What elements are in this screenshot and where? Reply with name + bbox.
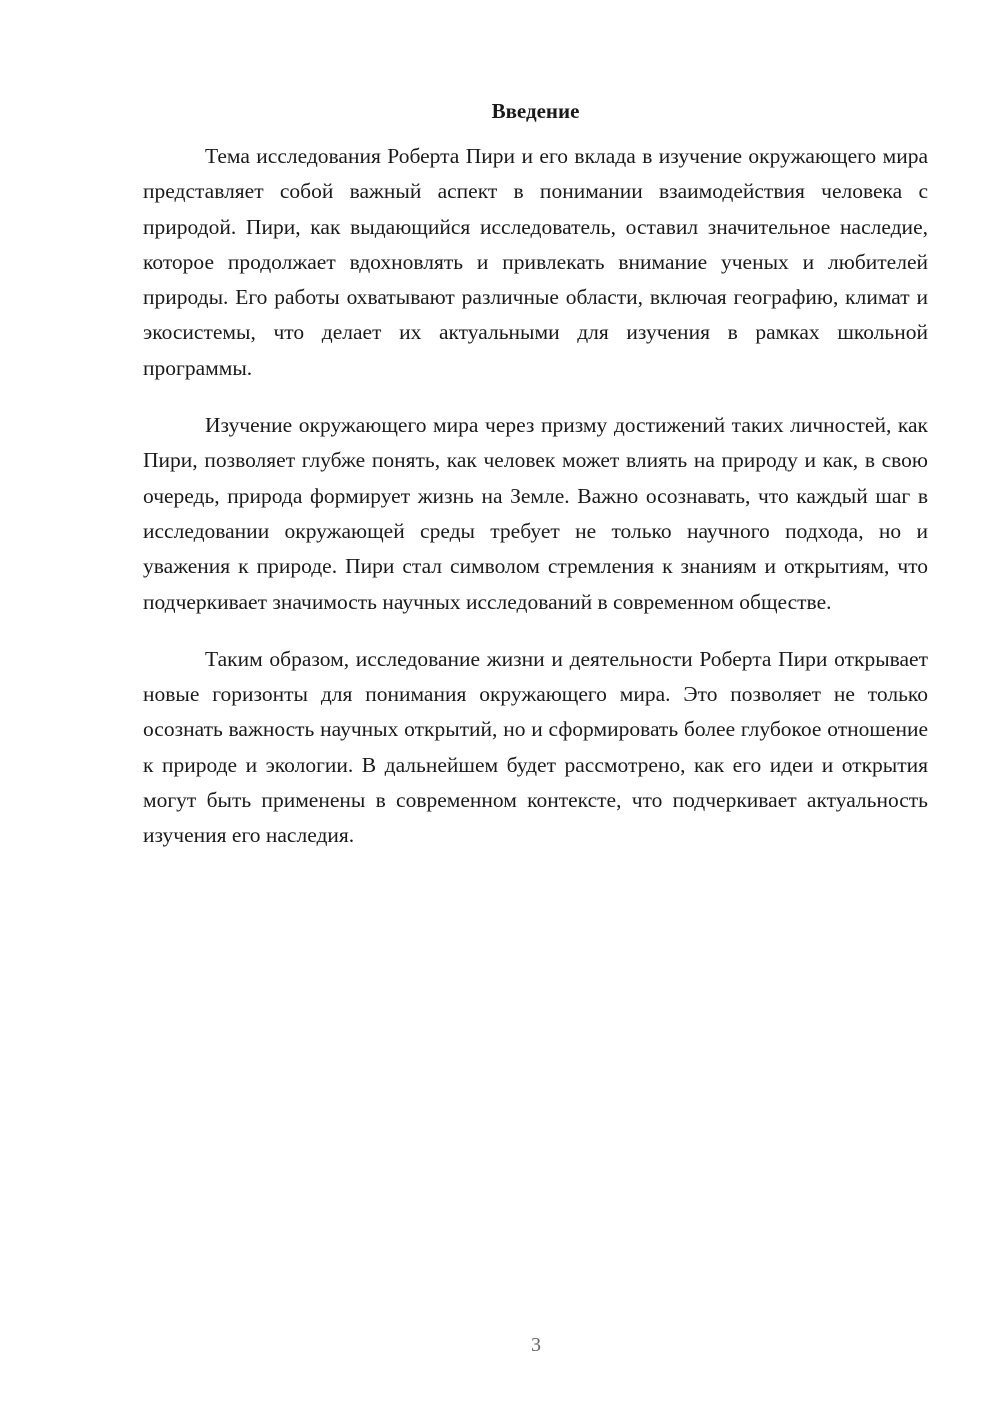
page-content: [143, 97, 928, 876]
paragraph-3: Таким образом, исследование жизни и деятельности Роберта Пири открывает новые горизонты для понимания окружающего мира. Это позволяет не только осознать важность научных открытий, но и сформировать более глубокое отношение к природе и экологии. В дальнейшем будет рассмотрено, как его идеи и открытия могут быть применены в современном контексте, что подчеркивает актуальность изучения его наследия.: [143, 646, 928, 848]
section-heading: Введение: [491, 99, 580, 123]
paragraph-2: Изучение окружающего мира через призму достижений таких личностей, как Пири, позволяет глубже понять, как человек может влиять на природу и как, в свою очередь, природа формирует жизнь на Земле. Важно осознавать, что каждый шаг в исследовании окружающей среды требует не только научного подхода, но и уважения к природе. Пири стал символом стремления к знаниям и открытиям, что подчеркивает значимость научных исследований в современном обществе.: [143, 413, 928, 614]
page-number: 3: [531, 1334, 541, 1356]
paragraph-1: Тема исследования Роберта Пири и его вклада в изучение окружающего мира представляет собой важный аспект в понимании взаимодействия человека с природой. Пири, как выдающийся исследователь, оставил значительное наследие, которое продолжает вдохновлять и привлекать внимание ученых и любителей природы. Его работы охватывают различные области, включая географию, климат и экосистемы, что делает их актуальными для изучения в рамках школьной программы.: [143, 144, 928, 380]
